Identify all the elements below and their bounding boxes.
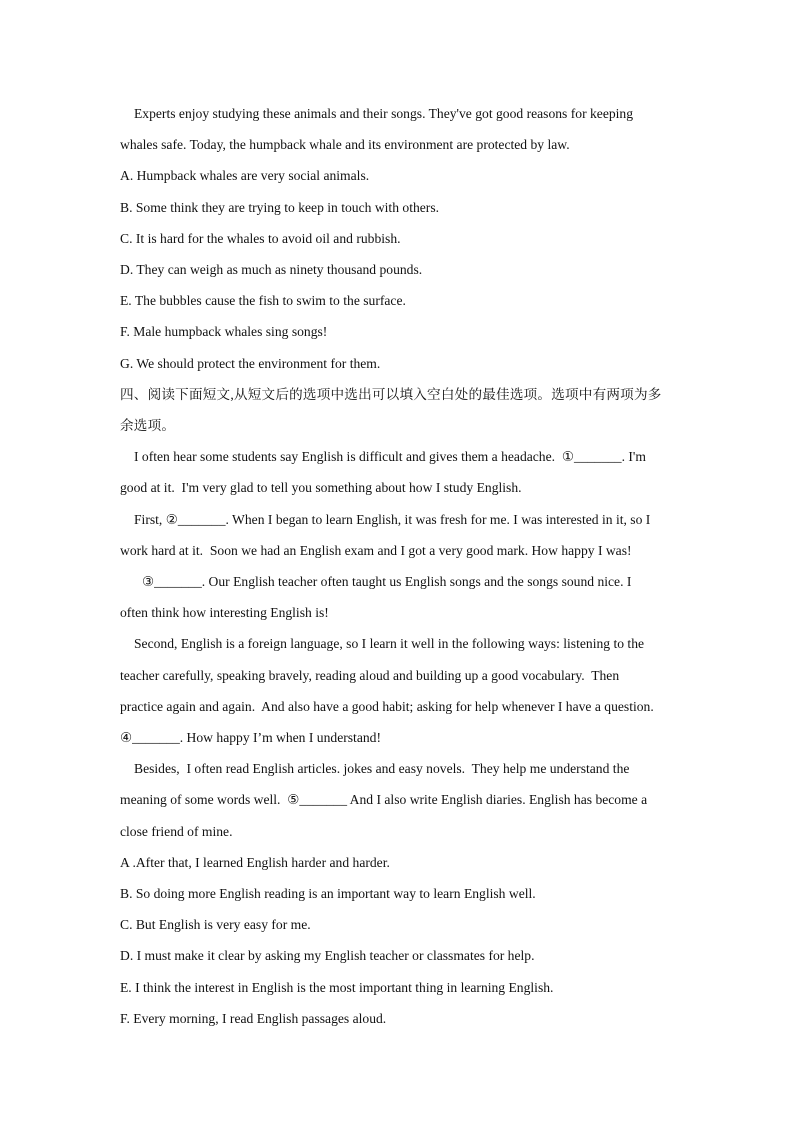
section4-heading-line-2: 余选项。 — [120, 418, 176, 434]
option2-f: F. Every morning, I read English passages aloud. — [120, 1010, 387, 1026]
option1-a: A. Humpback whales are very social animals. — [120, 168, 370, 184]
passage2-line-13: close friend of mine. — [120, 823, 233, 839]
passage2-line-10: ④_______. How happy I’m when I understand! — [120, 730, 381, 746]
option2-c: C. But English is very easy for me. — [120, 917, 311, 933]
passage2-line-6: often think how interesting English is! — [120, 605, 329, 621]
passage2-line-1: I often hear some students say English is difficult and gives them a headache. ①_______. I'm — [134, 449, 646, 465]
passage2-line-7: Second, English is a foreign language, so I learn it well in the following ways: listening to the — [134, 636, 645, 652]
passage2-line-4: work hard at it. Soon we had an English exam and I got a very good mark. How happy I was! — [120, 542, 632, 558]
passage2-line-8: teacher carefully, speaking bravely, reading aloud and building up a good vocabulary. Then — [120, 667, 620, 683]
passage2-line-12: meaning of some words well. ⑤_______ And I also write English diaries. English has become a — [120, 792, 648, 808]
option2-b: B. So doing more English reading is an important way to learn English well. — [120, 886, 536, 902]
option1-f: F. Male humpback whales sing songs! — [120, 324, 328, 340]
section4-heading-line-1: 四、阅读下面短文,从短文后的选项中选出可以填入空白处的最佳选项。选项中有两项为多 — [120, 386, 662, 402]
option1-b: B. Some think they are trying to keep in touch with others. — [120, 199, 440, 215]
document-page — [120, 98, 672, 1034]
passage2-line-3: First, ②_______. When I began to learn English, it was fresh for me. I was interested in it, so I — [134, 511, 651, 527]
passage1-line-2: whales safe. Today, the humpback whale and its environment are protected by law. — [120, 137, 570, 153]
passage1-line-1: Experts enjoy studying these animals and their songs. They've got good reasons for keeping — [134, 106, 634, 121]
option2-a: A .After that, I learned English harder and harder. — [120, 854, 390, 870]
option1-e: E. The bubbles cause the fish to swim to the surface. — [120, 293, 406, 309]
passage2-line-9: practice again and again. And also have a good habit; asking for help whenever I have a question. — [120, 698, 654, 714]
passage2-line-11: Besides, I often read English articles. jokes and easy novels. They help me understand the — [134, 761, 630, 777]
option1-c: C. It is hard for the whales to avoid oil and rubbish. — [120, 230, 401, 246]
passage2-line-5: ③_______. Our English teacher often taught us English songs and the songs sound nice. I — [142, 574, 632, 590]
option1-g: G. We should protect the environment for them. — [120, 355, 381, 371]
option1-d: D. They can weigh as much as ninety thousand pounds. — [120, 262, 423, 278]
option2-d: D. I must make it clear by asking my English teacher or classmates for help. — [120, 948, 535, 964]
option2-e: E. I think the interest in English is the most important thing in learning English. — [120, 979, 554, 995]
passage2-line-2: good at it. I'm very glad to tell you something about how I study English. — [120, 480, 522, 496]
